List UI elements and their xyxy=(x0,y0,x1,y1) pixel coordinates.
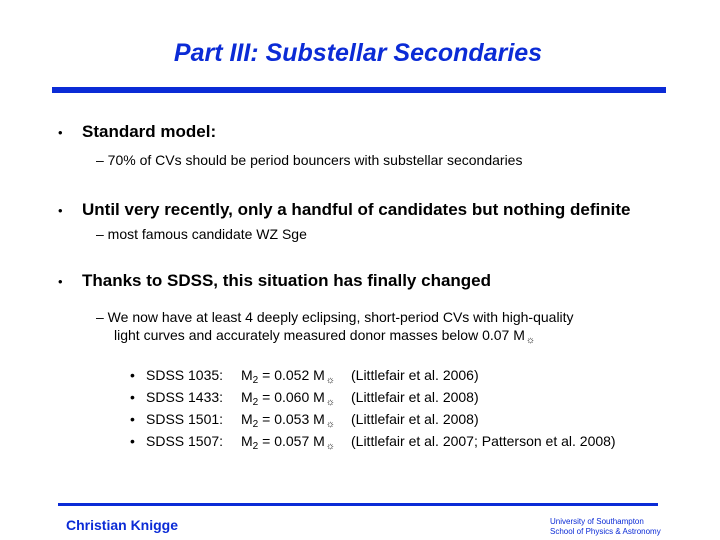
system-ref: (Littlefair et al. 2008) xyxy=(351,389,479,405)
system-ref: (Littlefair et al. 2006) xyxy=(351,367,479,383)
system-row xyxy=(130,366,479,386)
bullet-3: • xyxy=(58,274,63,289)
point-3-text: Thanks to SDSS, this situation has finally changed xyxy=(82,271,492,290)
system-name: SDSS 1507: xyxy=(146,433,224,449)
system-mass: $M_2 = 0.052$ $M_☼$ xyxy=(241,367,335,386)
point-1-sub: – 70% of CVs should be period bouncers with substellar secondaries xyxy=(96,152,523,168)
system-bullet: • xyxy=(130,367,135,383)
system-row xyxy=(130,432,616,452)
institution xyxy=(550,517,661,537)
point-2-sub: – most famous candidate WZ Sge xyxy=(96,226,307,242)
bullet-1: • xyxy=(58,125,63,140)
system-ref: (Littlefair et al. 2008) xyxy=(351,411,479,427)
institution-line-1: University of Southampton xyxy=(550,517,644,526)
point-1-text: Standard model: xyxy=(82,122,217,141)
system-mass: $M_2 = 0.053$ $M_☼$ xyxy=(241,411,335,430)
system-bullet: • xyxy=(130,411,135,427)
slide-title: Part III: Substellar Secondaries xyxy=(173,39,543,67)
system-bullet: • xyxy=(130,433,135,449)
system-row xyxy=(130,388,479,408)
point-2-text: Until very recently, only a handful of candidates but nothing definite xyxy=(82,200,631,219)
system-bullet: • xyxy=(130,389,135,405)
author-name: Christian Knigge xyxy=(66,517,179,533)
footer-divider xyxy=(58,503,658,506)
system-mass: $M_2 = 0.057$ $M_☼$ xyxy=(241,433,335,452)
sun-symbol: ☼ xyxy=(525,335,536,346)
bullet-2: • xyxy=(58,203,63,218)
system-name: SDSS 1501: xyxy=(146,411,224,427)
point-3-sub-line1: – We now have at least 4 deeply eclipsing, short-period CVs with high-quality xyxy=(96,309,574,325)
system-name: SDSS 1433: xyxy=(146,389,224,405)
system-ref: (Littlefair et al. 2007; Patterson et al. 2008) xyxy=(351,433,616,449)
system-name: SDSS 1035: xyxy=(146,367,224,383)
system-mass: $M_2 = 0.060$ $M_☼$ xyxy=(241,389,335,408)
title-divider xyxy=(52,87,666,93)
system-row xyxy=(130,410,479,430)
institution-line-2: School of Physics & Astronomy xyxy=(550,527,661,536)
point-3-sub-line2: light curves and accurately measured donor masses below 0.07 $M_☼$ xyxy=(114,327,536,346)
